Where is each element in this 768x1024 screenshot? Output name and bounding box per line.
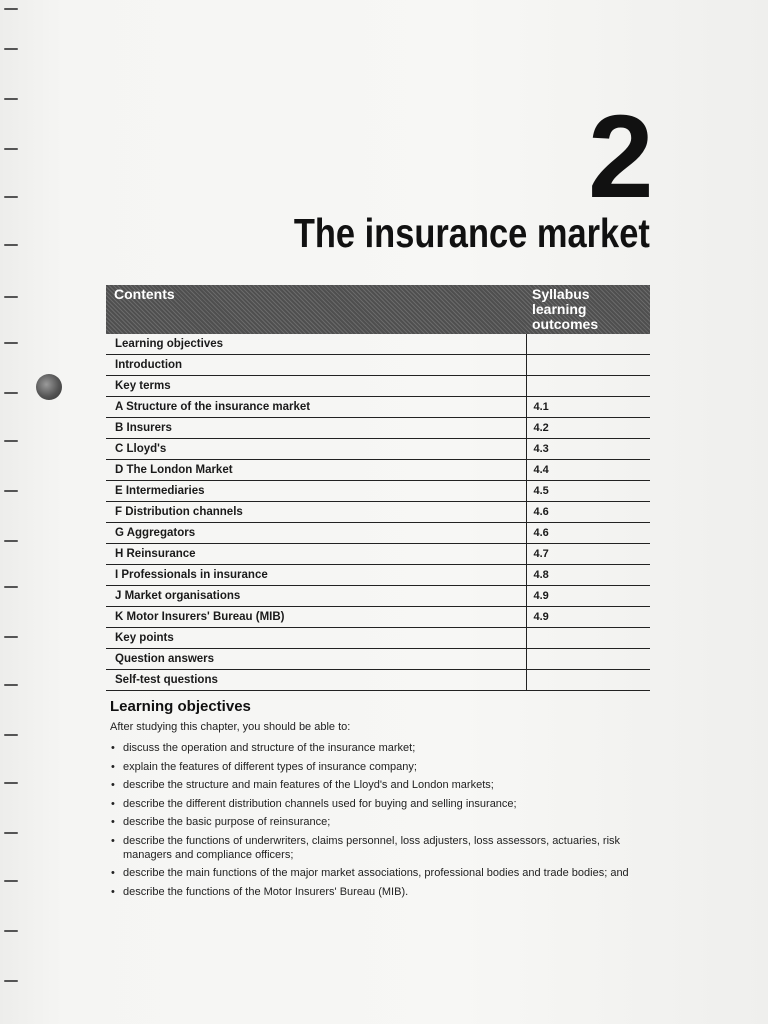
contents-item: D The London Market bbox=[106, 460, 526, 481]
contents-item: J Market organisations bbox=[106, 586, 526, 607]
syllabus-outcome: 4.3 bbox=[526, 439, 650, 460]
spiral-binding-marks bbox=[0, 0, 28, 1024]
contents-row bbox=[106, 502, 650, 523]
learning-objective-item: • explain the features of different types of insurance company; bbox=[110, 760, 670, 774]
syllabus-outcome: 4.1 bbox=[526, 397, 650, 418]
learning-objective-item: • discuss the operation and structure of the insurance market; bbox=[110, 741, 670, 755]
contents-item: B Insurers bbox=[106, 418, 526, 439]
learning-objective-item: • describe the functions of underwriters, claims personnel, loss adjusters, loss assessors, actuaries, risk managers and compliance officers; bbox=[110, 834, 670, 862]
chapter-number: 2 bbox=[588, 91, 650, 223]
syllabus-outcome: 4.9 bbox=[526, 586, 650, 607]
contents-item: E Intermediaries bbox=[106, 481, 526, 502]
contents-row bbox=[106, 523, 650, 544]
learning-objectives-section bbox=[110, 698, 670, 903]
contents-row bbox=[106, 418, 650, 439]
syllabus-outcome bbox=[526, 628, 650, 649]
contents-item: Introduction bbox=[106, 355, 526, 376]
contents-item: G Aggregators bbox=[106, 523, 526, 544]
punch-hole bbox=[36, 374, 62, 400]
learning-objective-item: • describe the functions of the Motor Insurers' Bureau (MIB). bbox=[110, 885, 670, 899]
syllabus-outcome: 4.8 bbox=[526, 565, 650, 586]
learning-objectives-heading: Learning objectives bbox=[110, 698, 251, 715]
syllabus-outcome bbox=[526, 334, 650, 355]
contents-row bbox=[106, 397, 650, 418]
learning-objective-item: • describe the main functions of the major market associations, professional bodies and trade bodies; and bbox=[110, 866, 670, 880]
syllabus-outcome bbox=[526, 649, 650, 670]
syllabus-outcome: 4.7 bbox=[526, 544, 650, 565]
contents-row bbox=[106, 334, 650, 355]
contents-row bbox=[106, 439, 650, 460]
contents-row bbox=[106, 460, 650, 481]
contents-row bbox=[106, 565, 650, 586]
contents-item: H Reinsurance bbox=[106, 544, 526, 565]
syllabus-outcome: 4.2 bbox=[526, 418, 650, 439]
syllabus-outcome bbox=[526, 670, 650, 691]
contents-rows bbox=[106, 334, 650, 691]
contents-row bbox=[106, 649, 650, 670]
syllabus-outcomes-header: Syllabus learning outcomes bbox=[526, 285, 650, 334]
contents-row bbox=[106, 376, 650, 397]
contents-item: K Motor Insurers' Bureau (MIB) bbox=[106, 607, 526, 628]
learning-objectives-intro: After studying this chapter, you should be able to: bbox=[110, 721, 351, 733]
contents-item: I Professionals in insurance bbox=[106, 565, 526, 586]
learning-objective-item: • describe the different distribution channels used for buying and selling insurance; bbox=[110, 797, 670, 811]
syllabus-outcome bbox=[526, 376, 650, 397]
contents-row bbox=[106, 355, 650, 376]
contents-row bbox=[106, 607, 650, 628]
contents-row bbox=[106, 670, 650, 691]
learning-objective-item: • describe the structure and main features of the Lloyd's and London markets; bbox=[110, 778, 670, 792]
contents-row bbox=[106, 628, 650, 649]
syllabus-outcome: 4.6 bbox=[526, 523, 650, 544]
contents-header: Contents bbox=[106, 285, 526, 334]
syllabus-outcome: 4.5 bbox=[526, 481, 650, 502]
contents-item: Key terms bbox=[106, 376, 526, 397]
contents-row bbox=[106, 481, 650, 502]
syllabus-outcome: 4.9 bbox=[526, 607, 650, 628]
contents-item: C Lloyd's bbox=[106, 439, 526, 460]
contents-row bbox=[106, 586, 650, 607]
syllabus-outcome: 4.6 bbox=[526, 502, 650, 523]
contents-item: Question answers bbox=[106, 649, 526, 670]
contents-table bbox=[106, 285, 650, 691]
syllabus-outcome bbox=[526, 355, 650, 376]
contents-row bbox=[106, 544, 650, 565]
contents-item: Key points bbox=[106, 628, 526, 649]
learning-objectives-list bbox=[110, 741, 670, 899]
chapter-title: The insurance market bbox=[293, 210, 650, 256]
contents-item: F Distribution channels bbox=[106, 502, 526, 523]
contents-table-header bbox=[106, 285, 650, 334]
learning-objective-item: • describe the basic purpose of reinsurance; bbox=[110, 815, 670, 829]
contents-item: Learning objectives bbox=[106, 334, 526, 355]
contents-item: A Structure of the insurance market bbox=[106, 397, 526, 418]
contents-item: Self-test questions bbox=[106, 670, 526, 691]
syllabus-outcome: 4.4 bbox=[526, 460, 650, 481]
